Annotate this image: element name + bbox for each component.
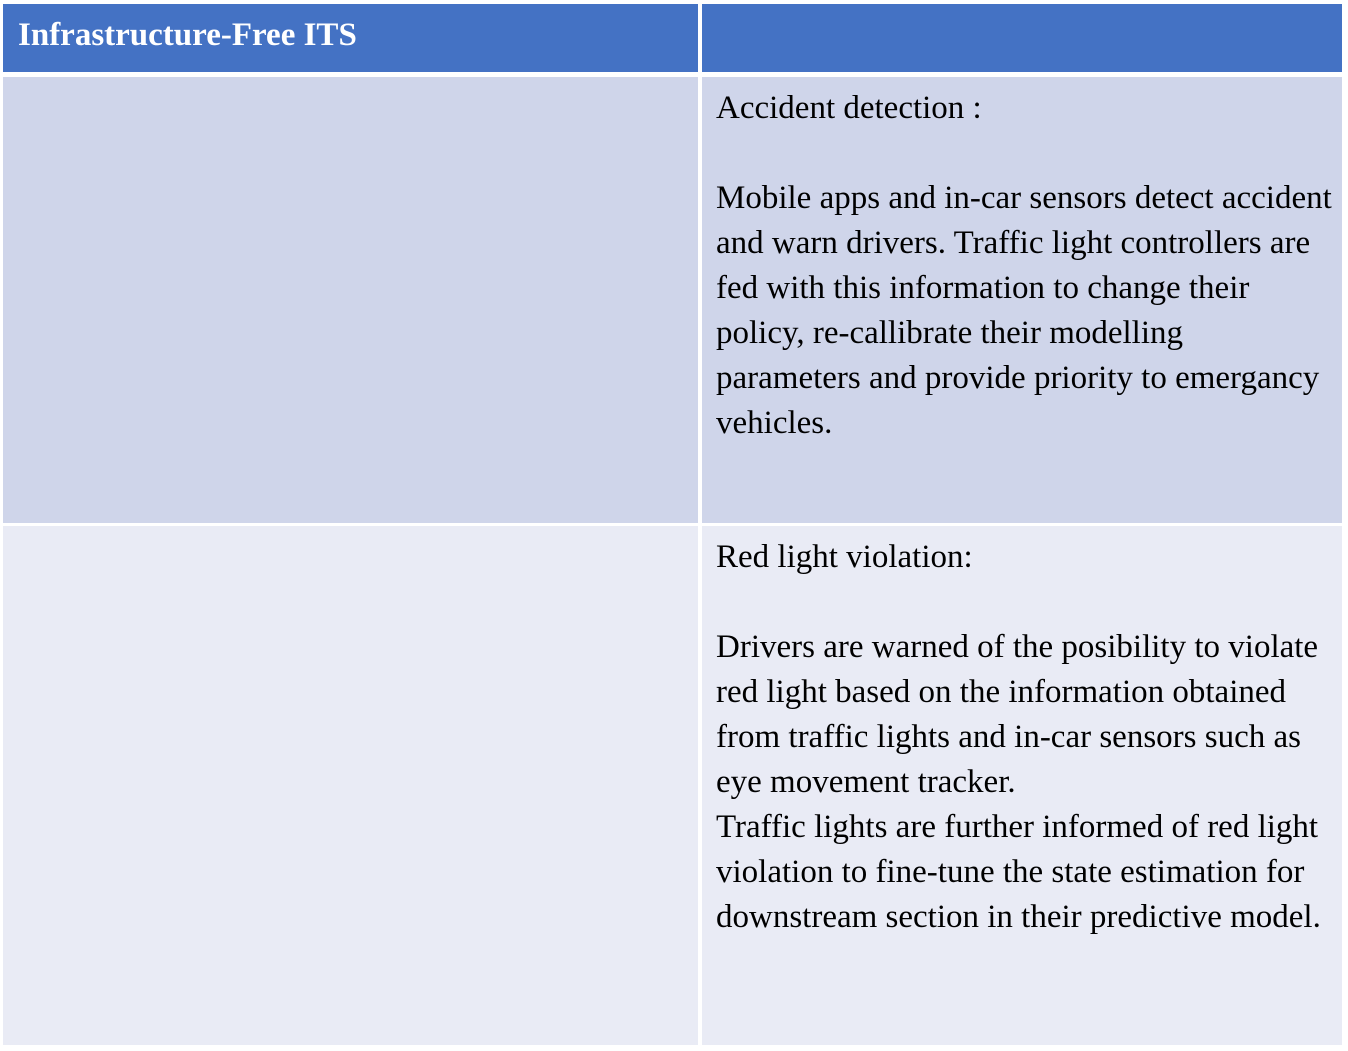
header-cell-right xyxy=(702,4,1342,72)
row-red-light-right-cell xyxy=(702,526,1342,1045)
accident-detection-description: Mobile apps and in-car sensors detect accident and warn drivers. Traffic light controllers are fed with this information to change their policy, re-callibrate their modelling parameters and provide priority to emergancy vehicles. xyxy=(716,180,1332,441)
row-accident-left-cell xyxy=(3,77,698,523)
red-light-violation-title: Red light violation: xyxy=(716,539,973,575)
table-title: Infrastructure-Free ITS xyxy=(18,17,357,53)
red-light-violation-description-1: Drivers are warned of the posibility to violate red light based on the information obtained from traffic lights and in-car sensors such as eye movement tracker. xyxy=(716,629,1319,800)
red-light-violation-description-2: Traffic lights are further informed of red light violation to fine-tune the state estimation for downstream section in their predictive model. xyxy=(716,809,1321,935)
red-light-violation-text xyxy=(716,535,1332,940)
row-accident-right-cell xyxy=(702,77,1342,523)
header-cell-left xyxy=(3,4,698,72)
row-red-light-left-cell xyxy=(3,526,698,1045)
accident-detection-text xyxy=(716,86,1332,446)
accident-detection-title: Accident detection : xyxy=(716,90,982,126)
